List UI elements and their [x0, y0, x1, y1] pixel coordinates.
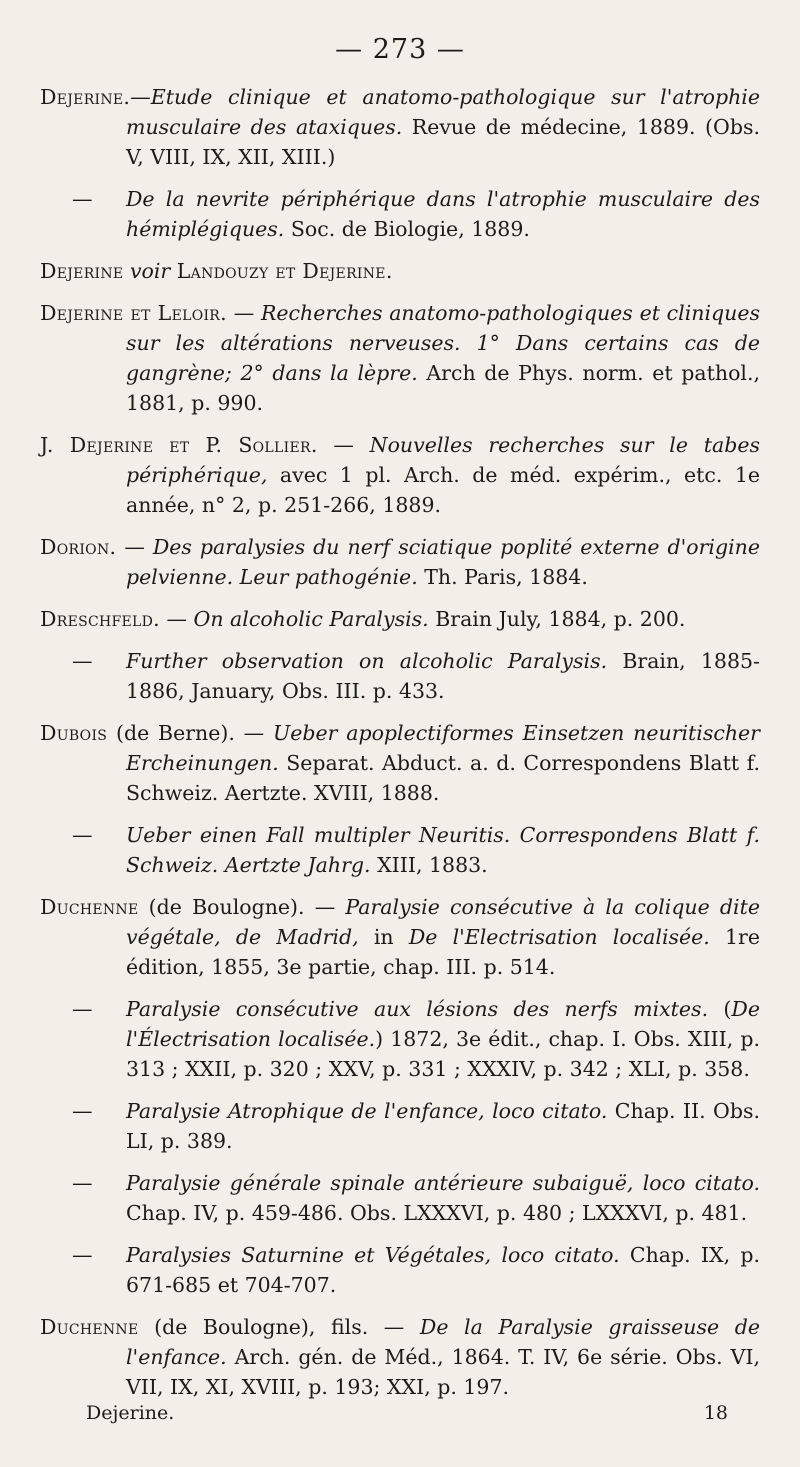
entry-source: Soc. de Biologie, 1889.: [284, 217, 530, 241]
page-number: — 273 —: [335, 34, 465, 65]
entry-title: Further observation on alcoholic Paralysis.: [126, 649, 608, 673]
entry-title: De la Paralysie graisseuse de l'enfance.: [126, 1315, 760, 1369]
entry-separator: —: [116, 535, 153, 559]
bibliography-entry: [40, 184, 760, 244]
entry-source: XIII, 1883.: [370, 853, 488, 877]
entry-separator: —: [130, 85, 151, 109]
entry-source: Chap. IX, p. 671-685 et 704-707.: [126, 1243, 760, 1297]
bibliography-entry: [40, 1096, 760, 1156]
bibliography-entry: [40, 430, 760, 520]
entry-cross-reference: voir: [123, 259, 177, 283]
entry-affiliation: (de Boulogne). —: [138, 895, 346, 919]
bibliography-entry: [40, 646, 760, 706]
entry-separator: —: [159, 607, 194, 631]
entry-title: Etude clinique et anatomo-pathologique sur l'atrophie musculaire des ataxiques.: [126, 85, 760, 139]
bibliography-entry: [40, 1240, 760, 1300]
entry-dash: —: [72, 187, 93, 211]
entry-title: On alcoholic Paralysis.: [193, 607, 429, 631]
entry-dash: —: [72, 1099, 93, 1123]
bibliography-entry: [40, 532, 760, 592]
entry-author: Dejerine: [40, 259, 124, 283]
entry-author: Duchenne: [40, 1315, 139, 1339]
entry-title: Des paralysies du nerf sciatique poplité externe d'origine pelvienne. Leur pathogénie.: [126, 535, 760, 589]
entry-title: De la nevrite périphérique dans l'atrophie musculaire des hémiplégiques.: [126, 187, 760, 241]
entry-source: Brain July, 1884, p. 200.: [428, 607, 686, 631]
bibliography-entry: [40, 82, 760, 172]
bibliography-entry: [40, 256, 760, 286]
entry-author: Dubois: [40, 721, 108, 745]
entry-source: Arch. gén. de Méd., 1864. T. IV, 6e série. Obs. VI, VII, IX, XI, XVIII, p. 193; XXI, p. 197.: [126, 1345, 760, 1399]
entry-title: Recherches anatomo-pathologiques et cliniques sur les altérations nerveuses. 1° Dans certains cas de gangrène; 2° dans la lèpre.: [126, 301, 761, 385]
entry-dash: —: [72, 649, 93, 673]
entry-source: Revue de médecine, 1889. (Obs. V, VIII, IX, XII, XIII.): [126, 115, 761, 169]
bibliography-entry: [40, 1168, 760, 1228]
entry-separator: —: [317, 433, 370, 457]
footer-sheet-number: 18: [703, 1402, 728, 1424]
entry-affiliation: (de Boulogne), fils. —: [138, 1315, 420, 1339]
entry-title: Paralysie Atrophique de l'enfance, loco citato.: [126, 1099, 608, 1123]
entry-title: Nouvelles recherches sur le tabes périphérique,: [126, 433, 760, 487]
entry-title: Ueber einen Fall multipler Neuritis. Correspondens Blatt f. Schweiz. Aertzte Jahrg.: [126, 823, 760, 877]
bibliography-entry: [40, 298, 760, 418]
bibliography-entry: [40, 718, 760, 808]
entry-source: Chap. II. Obs. LI, p. 389.: [126, 1099, 760, 1153]
entry-title: Ueber apoplectiformes Einsetzen neuritischer Ercheinungen.: [126, 721, 760, 775]
bibliography-entry: [40, 1312, 760, 1402]
entry-source-detail: 1re édition, 1855, 3e partie, chap. III. p. 514.: [126, 925, 760, 979]
entry-source: avec 1 pl. Arch. de méd. expérim., etc. 1e année, n° 2, p. 251-266, 1889.: [126, 463, 760, 517]
entry-source: Chap. IV, p. 459-486. Obs. LXXXVI, p. 480 ; LXXXVI, p. 481.: [126, 1201, 748, 1225]
entry-dash: —: [72, 997, 93, 1021]
entry-title: Paralysie consécutive aux lésions des nerfs mixtes.: [126, 997, 709, 1021]
entry-author: Dejerine.: [40, 85, 131, 109]
entry-source: Th. Paris, 1884.: [417, 565, 588, 589]
bibliography-entry: [40, 604, 760, 634]
page-footer: [86, 1402, 728, 1424]
entry-author: Landouzy et Dejerine.: [176, 259, 393, 283]
entry-source: Arch de Phys. norm. et pathol., 1881, p. 990.: [126, 361, 760, 415]
bibliography-entry: [40, 994, 760, 1084]
bibliography-list: [40, 82, 760, 1402]
entry-title: Paralysie consécutive à la colique dite végétale, de Madrid,: [126, 895, 760, 949]
entry-author: Dreschfeld.: [40, 607, 160, 631]
entry-dash: —: [72, 1243, 93, 1267]
entry-separator: —: [226, 301, 261, 325]
entry-author: Dorion.: [40, 535, 117, 559]
entry-work-title: De l'Electrisation localisée.: [408, 925, 710, 949]
entry-title: Paralysie générale spinale antérieure subaiguë, loco citato.: [126, 1171, 760, 1195]
entry-author: Duchenne: [40, 895, 139, 919]
entry-author: Dejerine et Leloir.: [40, 301, 227, 325]
entry-source: in: [358, 925, 409, 949]
bibliography-entry: [40, 892, 760, 982]
entry-dash: —: [72, 823, 93, 847]
entry-affiliation: (de Berne). —: [107, 721, 273, 745]
entry-source-detail: ) 1872, 3e édit., chap. I. Obs. XIII, p. 313 ; XXII, p. 320 ; XXV, p. 331 ; XXXIV, p. 342 ; XLI, p. 358.: [126, 1027, 760, 1081]
entry-title: Paralysies Saturnine et Végétales, loco citato.: [126, 1243, 620, 1267]
entry-source: Brain, 1885-1886, January, Obs. III. p. 433.: [126, 649, 760, 703]
entry-dash: —: [72, 1171, 93, 1195]
footer-signature: Dejerine.: [86, 1402, 175, 1424]
entry-author: J. Dejerine et P. Sollier.: [40, 433, 318, 457]
bibliography-entry: [40, 820, 760, 880]
entry-work-title: De l'Électrisation localisée.: [126, 997, 760, 1051]
entry-source: (: [708, 997, 732, 1021]
entry-source: Separat. Abduct. a. d. Correspondens Blatt f. Schweiz. Aertzte. XVIII, 1888.: [126, 751, 760, 805]
